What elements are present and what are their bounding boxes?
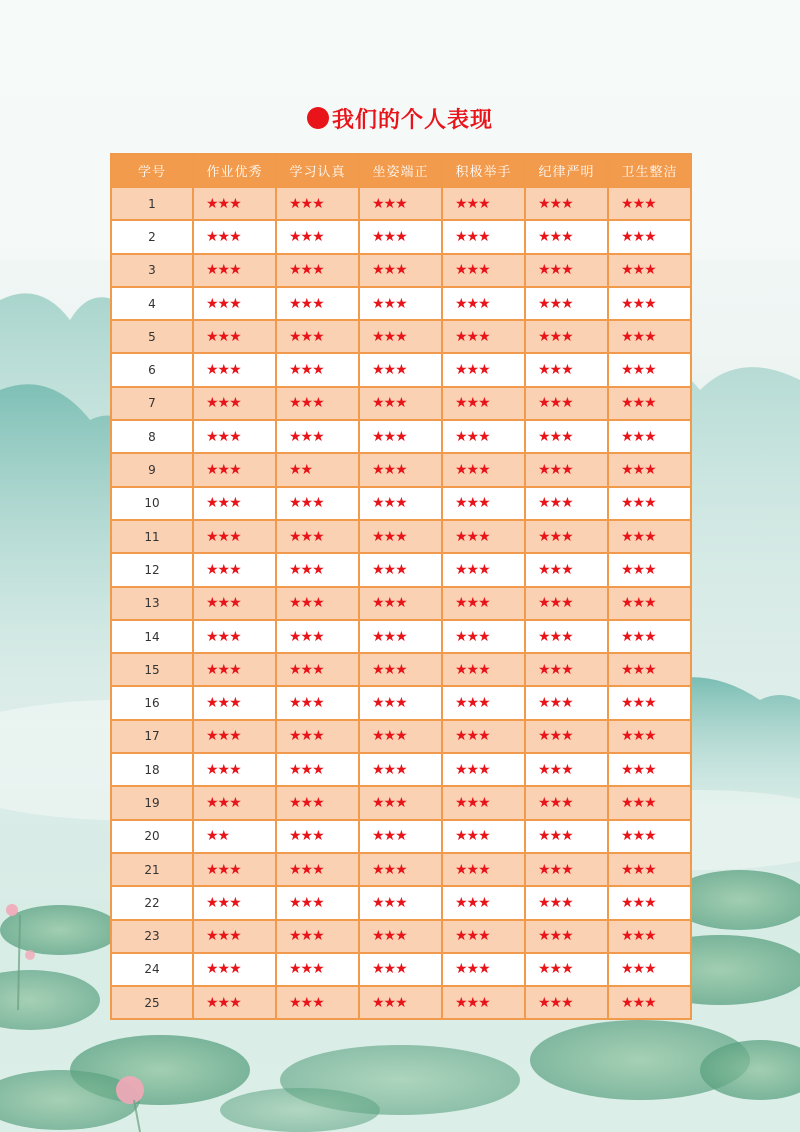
star-rating-cell: ★★★ (276, 820, 359, 853)
star-rating-cell: ★★★ (525, 986, 608, 1019)
star-rating-cell: ★★★ (525, 353, 608, 386)
star-rating-cell: ★★★ (608, 320, 691, 353)
student-number-cell: 16 (111, 686, 193, 719)
student-number-cell: 2 (111, 220, 193, 253)
star-rating-cell: ★★★ (442, 220, 525, 253)
star-rating-cell: ★★★ (276, 620, 359, 653)
star-rating-cell: ★★★ (359, 487, 442, 520)
star-rating-cell: ★★★ (525, 453, 608, 486)
star-rating-cell: ★★★ (193, 187, 276, 220)
star-rating-cell: ★★★ (276, 853, 359, 886)
star-rating-cell: ★★★ (442, 254, 525, 287)
star-rating-cell: ★★★ (193, 620, 276, 653)
star-rating-cell: ★★★ (608, 853, 691, 886)
star-rating-cell: ★★★ (525, 920, 608, 953)
star-rating-cell: ★★★ (525, 653, 608, 686)
star-rating-cell: ★★★ (359, 986, 442, 1019)
star-rating-cell: ★★★ (608, 520, 691, 553)
student-number-cell: 14 (111, 620, 193, 653)
star-rating-cell: ★★★ (276, 487, 359, 520)
table-header-row (111, 154, 691, 187)
star-rating-cell: ★★ (193, 820, 276, 853)
table-row (111, 953, 691, 986)
star-rating-cell: ★★★ (193, 420, 276, 453)
red-bullet-icon (307, 107, 329, 129)
star-rating-cell: ★★★ (525, 786, 608, 819)
student-number-cell: 17 (111, 720, 193, 753)
star-rating-cell: ★★★ (608, 187, 691, 220)
star-rating-cell: ★★★ (608, 620, 691, 653)
student-number-cell: 20 (111, 820, 193, 853)
star-rating-cell: ★★★ (442, 753, 525, 786)
star-rating-cell: ★★★ (442, 353, 525, 386)
star-rating-cell: ★★★ (276, 353, 359, 386)
star-rating-cell: ★★★ (608, 254, 691, 287)
column-header: 积极举手 (442, 154, 525, 187)
star-rating-cell: ★★★ (525, 886, 608, 919)
star-rating-cell: ★★★ (359, 620, 442, 653)
student-number-cell: 24 (111, 953, 193, 986)
star-rating-cell: ★★★ (525, 753, 608, 786)
table-row (111, 287, 691, 320)
star-rating-cell: ★★★ (608, 553, 691, 586)
student-number-cell: 13 (111, 587, 193, 620)
star-rating-cell: ★★★ (359, 920, 442, 953)
star-rating-cell: ★★★ (608, 353, 691, 386)
table-row (111, 986, 691, 1019)
star-rating-cell: ★★★ (359, 353, 442, 386)
star-rating-cell: ★★★ (442, 786, 525, 819)
column-header: 坐姿端正 (359, 154, 442, 187)
star-rating-cell: ★★★ (276, 786, 359, 819)
star-rating-cell: ★★★ (359, 587, 442, 620)
table-row (111, 720, 691, 753)
student-number-cell: 7 (111, 387, 193, 420)
star-rating-cell: ★★★ (442, 620, 525, 653)
column-header: 纪律严明 (525, 154, 608, 187)
star-rating-cell: ★★★ (608, 786, 691, 819)
student-number-cell: 19 (111, 786, 193, 819)
star-rating-cell: ★★★ (193, 686, 276, 719)
star-rating-cell: ★★★ (608, 453, 691, 486)
star-rating-cell: ★★★ (442, 320, 525, 353)
table-body (111, 187, 691, 1019)
star-rating-cell: ★★★ (276, 653, 359, 686)
title-text: 我们的个人表现 (331, 106, 493, 133)
star-rating-cell: ★★★ (525, 520, 608, 553)
star-rating-cell: ★★★ (359, 886, 442, 919)
star-rating-cell: ★★★ (525, 187, 608, 220)
star-rating-cell: ★★★ (442, 287, 525, 320)
star-rating-cell: ★★★ (442, 686, 525, 719)
star-rating-cell: ★★★ (359, 387, 442, 420)
star-rating-cell: ★★★ (525, 587, 608, 620)
star-rating-cell: ★★★ (193, 220, 276, 253)
star-rating-cell: ★★★ (442, 187, 525, 220)
column-header: 学号 (111, 154, 193, 187)
star-rating-cell: ★★★ (442, 520, 525, 553)
star-rating-cell: ★★★ (608, 720, 691, 753)
star-rating-cell: ★★★ (193, 353, 276, 386)
star-rating-cell: ★★★ (193, 320, 276, 353)
table-row (111, 753, 691, 786)
star-rating-cell: ★★★ (608, 886, 691, 919)
student-number-cell: 18 (111, 753, 193, 786)
star-rating-cell: ★★★ (442, 720, 525, 753)
star-rating-cell: ★★★ (193, 886, 276, 919)
star-rating-cell: ★★★ (442, 487, 525, 520)
star-rating-cell: ★★★ (193, 553, 276, 586)
star-rating-cell: ★★★ (276, 920, 359, 953)
star-rating-cell: ★★★ (359, 786, 442, 819)
star-rating-cell: ★★★ (442, 953, 525, 986)
star-rating-cell: ★★★ (442, 553, 525, 586)
star-rating-cell: ★★★ (276, 187, 359, 220)
table-row (111, 320, 691, 353)
table-row (111, 920, 691, 953)
star-rating-cell: ★★★ (276, 753, 359, 786)
star-rating-cell: ★★★ (193, 587, 276, 620)
star-rating-cell: ★★★ (276, 287, 359, 320)
star-rating-cell: ★★★ (193, 487, 276, 520)
student-number-cell: 22 (111, 886, 193, 919)
star-rating-cell: ★★★ (276, 553, 359, 586)
star-rating-cell: ★★★ (193, 720, 276, 753)
student-number-cell: 12 (111, 553, 193, 586)
table-row (111, 620, 691, 653)
star-rating-cell: ★★★ (276, 520, 359, 553)
table-row (111, 387, 691, 420)
star-rating-cell: ★★★ (276, 953, 359, 986)
star-rating-cell: ★★★ (608, 820, 691, 853)
star-rating-cell: ★★★ (359, 254, 442, 287)
star-rating-cell: ★★★ (276, 886, 359, 919)
star-rating-cell: ★★★ (442, 387, 525, 420)
star-rating-cell: ★★★ (359, 220, 442, 253)
star-rating-cell: ★★ (276, 453, 359, 486)
star-rating-cell: ★★★ (276, 986, 359, 1019)
star-rating-cell: ★★★ (359, 553, 442, 586)
star-rating-cell: ★★★ (442, 920, 525, 953)
star-rating-cell: ★★★ (608, 986, 691, 1019)
student-number-cell: 6 (111, 353, 193, 386)
table-row (111, 187, 691, 220)
star-rating-cell: ★★★ (525, 254, 608, 287)
table-row (111, 520, 691, 553)
student-number-cell: 11 (111, 520, 193, 553)
star-rating-cell: ★★★ (608, 587, 691, 620)
star-rating-cell: ★★★ (608, 920, 691, 953)
star-rating-cell: ★★★ (525, 853, 608, 886)
student-number-cell: 3 (111, 254, 193, 287)
page-title (0, 100, 800, 136)
student-number-cell: 21 (111, 853, 193, 886)
table-row (111, 853, 691, 886)
table-row (111, 487, 691, 520)
table-row (111, 220, 691, 253)
star-rating-cell: ★★★ (359, 453, 442, 486)
student-number-cell: 1 (111, 187, 193, 220)
star-rating-cell: ★★★ (525, 420, 608, 453)
star-rating-cell: ★★★ (525, 387, 608, 420)
table-row (111, 420, 691, 453)
star-rating-cell: ★★★ (359, 953, 442, 986)
student-number-cell: 23 (111, 920, 193, 953)
star-rating-cell: ★★★ (525, 320, 608, 353)
star-rating-cell: ★★★ (608, 420, 691, 453)
star-rating-cell: ★★★ (359, 187, 442, 220)
performance-table (110, 153, 692, 1020)
star-rating-cell: ★★★ (608, 220, 691, 253)
table-row (111, 254, 691, 287)
table-row (111, 353, 691, 386)
star-rating-cell: ★★★ (193, 520, 276, 553)
student-number-cell: 25 (111, 986, 193, 1019)
star-rating-cell: ★★★ (608, 653, 691, 686)
star-rating-cell: ★★★ (193, 986, 276, 1019)
star-rating-cell: ★★★ (525, 820, 608, 853)
star-rating-cell: ★★★ (442, 886, 525, 919)
table-row (111, 786, 691, 819)
star-rating-cell: ★★★ (276, 220, 359, 253)
star-rating-cell: ★★★ (442, 853, 525, 886)
star-rating-cell: ★★★ (525, 287, 608, 320)
star-rating-cell: ★★★ (442, 986, 525, 1019)
star-rating-cell: ★★★ (525, 686, 608, 719)
star-rating-cell: ★★★ (442, 587, 525, 620)
star-rating-cell: ★★★ (525, 553, 608, 586)
table-row (111, 587, 691, 620)
star-rating-cell: ★★★ (193, 254, 276, 287)
star-rating-cell: ★★★ (442, 653, 525, 686)
star-rating-cell: ★★★ (608, 387, 691, 420)
star-rating-cell: ★★★ (276, 720, 359, 753)
star-rating-cell: ★★★ (608, 953, 691, 986)
student-number-cell: 8 (111, 420, 193, 453)
star-rating-cell: ★★★ (193, 287, 276, 320)
star-rating-cell: ★★★ (276, 686, 359, 719)
star-rating-cell: ★★★ (525, 220, 608, 253)
star-rating-cell: ★★★ (359, 520, 442, 553)
star-rating-cell: ★★★ (608, 686, 691, 719)
star-rating-cell: ★★★ (193, 653, 276, 686)
star-rating-cell: ★★★ (525, 487, 608, 520)
star-rating-cell: ★★★ (608, 487, 691, 520)
star-rating-cell: ★★★ (276, 420, 359, 453)
star-rating-cell: ★★★ (193, 453, 276, 486)
star-rating-cell: ★★★ (359, 320, 442, 353)
table-row (111, 653, 691, 686)
column-header: 作业优秀 (193, 154, 276, 187)
star-rating-cell: ★★★ (442, 420, 525, 453)
student-number-cell: 5 (111, 320, 193, 353)
star-rating-cell: ★★★ (525, 620, 608, 653)
star-rating-cell: ★★★ (359, 287, 442, 320)
star-rating-cell: ★★★ (193, 753, 276, 786)
star-rating-cell: ★★★ (359, 853, 442, 886)
star-rating-cell: ★★★ (193, 387, 276, 420)
star-rating-cell: ★★★ (193, 920, 276, 953)
student-number-cell: 10 (111, 487, 193, 520)
star-rating-cell: ★★★ (442, 453, 525, 486)
student-number-cell: 9 (111, 453, 193, 486)
star-rating-cell: ★★★ (276, 320, 359, 353)
star-rating-cell: ★★★ (525, 720, 608, 753)
student-number-cell: 15 (111, 653, 193, 686)
table-row (111, 820, 691, 853)
star-rating-cell: ★★★ (608, 287, 691, 320)
star-rating-cell: ★★★ (359, 686, 442, 719)
table-row (111, 886, 691, 919)
star-rating-cell: ★★★ (359, 753, 442, 786)
student-number-cell: 4 (111, 287, 193, 320)
star-rating-cell: ★★★ (193, 853, 276, 886)
star-rating-cell: ★★★ (193, 786, 276, 819)
star-rating-cell: ★★★ (359, 653, 442, 686)
star-rating-cell: ★★★ (359, 420, 442, 453)
star-rating-cell: ★★★ (608, 753, 691, 786)
table-row (111, 553, 691, 586)
star-rating-cell: ★★★ (359, 720, 442, 753)
star-rating-cell: ★★★ (276, 587, 359, 620)
star-rating-cell: ★★★ (525, 953, 608, 986)
star-rating-cell: ★★★ (442, 820, 525, 853)
star-rating-cell: ★★★ (359, 820, 442, 853)
star-rating-cell: ★★★ (276, 254, 359, 287)
table-row (111, 453, 691, 486)
column-header: 卫生整洁 (608, 154, 691, 187)
star-rating-cell: ★★★ (276, 387, 359, 420)
performance-table-container (110, 153, 690, 1020)
table-row (111, 686, 691, 719)
column-header: 学习认真 (276, 154, 359, 187)
star-rating-cell: ★★★ (193, 953, 276, 986)
